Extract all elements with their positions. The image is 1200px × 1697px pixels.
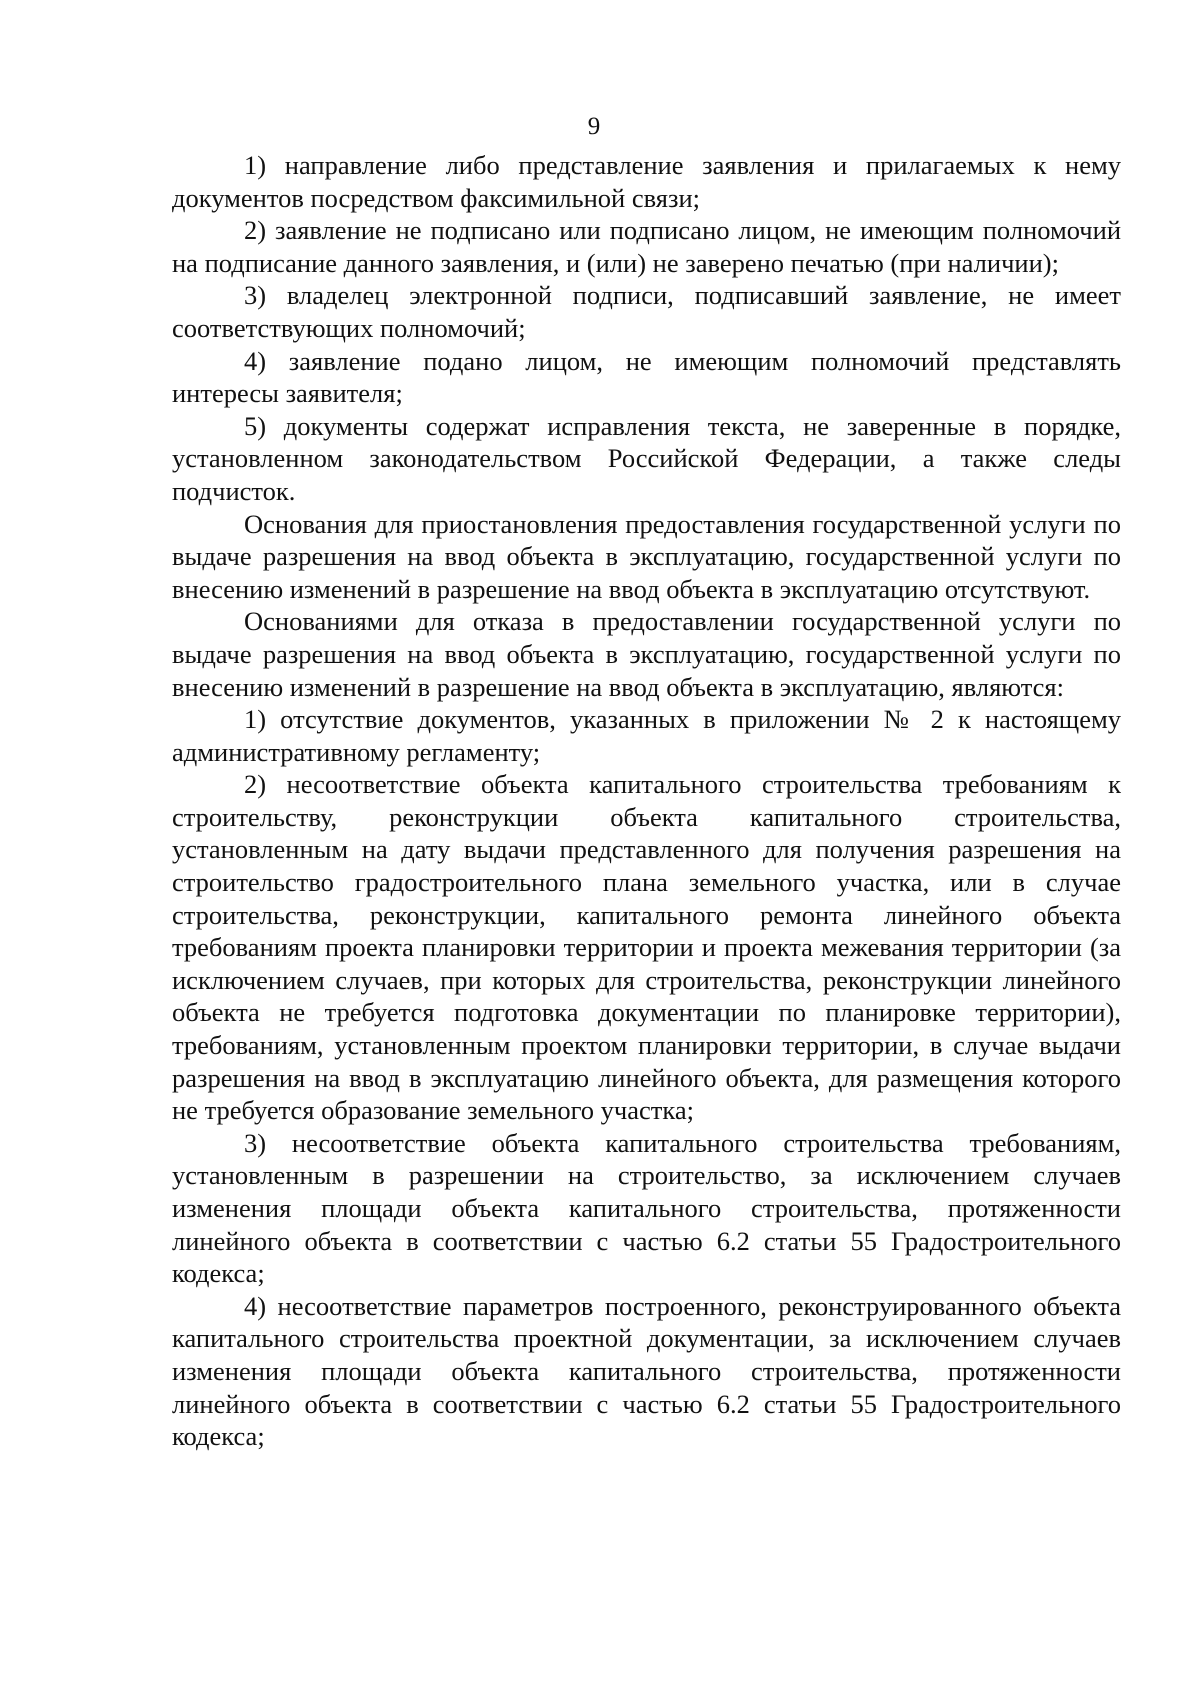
paragraph-item-2-unsigned: 2) заявление не подписано или подписано лицом, не имеющим полномочий на подписание данного заявления, и (или) не заверено печатью (при наличии); [172,215,1121,278]
paragraph-refusal-item-1: 1) отсутствие документов, указанных в приложении № 2 к настоящему административному регламенту; [172,704,1121,767]
paragraph-refusal-item-2: 2) несоответствие объекта капитального строительства требованиям к строительству, реконструкции объекта капитального строительства, установленным на дату выдачи представленного для получения разрешения на строительство градостроительного плана земельного участка, или в случае строительства, реконструкции, капитального ремонта линейного объекта требованиям проекта планировки территории и проекта межевания территории (за исключением случаев, при которых для строительства, реконструкции линейного объекта не требуется подготовка документации по планировке территории), требованиям, установленным проектом планировки территории, в случае выдачи разрешения на ввод в эксплуатацию линейного объекта, для размещения которого не требуется образование земельного участка; [172,769,1121,1126]
paragraph-item-3-signature-owner: 3) владелец электронной подписи, подписавший заявление, не имеет соответствующих полномочий; [172,280,1121,343]
paragraph-item-5-corrections: 5) документы содержат исправления текста, не заверенные в порядке, установленном законодательством Российской Федерации, а также следы подчисток. [172,410,1121,506]
document-body [172,149,1121,1453]
paragraph-item-1-fax: 1) направление либо представление заявления и прилагаемых к нему документов посредством факсимильной связи; [172,150,1121,213]
paragraph-item-4-no-authority: 4) заявление подано лицом, не имеющим полномочий представлять интересы заявителя; [172,345,1121,409]
paragraph-refusal-grounds-intro: Основаниями для отказа в предоставлении государственной услуги по выдаче разрешения на ввод объекта в эксплуатацию, государственной услуги по внесению изменений в разрешение на ввод объекта в эксплуатацию, являются: [172,606,1121,702]
paragraph-refusal-item-3: 3) несоответствие объекта капитального строительства требованиям, установленным в разрешении на строительство, за исключением случаев изменения площади объекта капитального строительства, протяженности линейного объекта в соответствии с частью 6.2 статьи 55 Градостроительного кодекса; [172,1127,1121,1289]
page-number: 9 [587,113,601,140]
paragraph-suspension-grounds: Основания для приостановления предоставления государственной услуги по выдаче разрешения на ввод объекта в эксплуатацию, государственной услуги по внесению изменений в разрешение на ввод объекта в эксплуатацию отсутствуют. [172,508,1121,604]
paragraph-refusal-item-4: 4) несоответствие параметров построенного, реконструированного объекта капитального строительства проектной документации, за исключением случаев изменения площади объекта капитального строительства, протяженности линейного объекта в соответствии с частью 6.2 статьи 55 Градостроительного кодекса; [172,1290,1121,1452]
